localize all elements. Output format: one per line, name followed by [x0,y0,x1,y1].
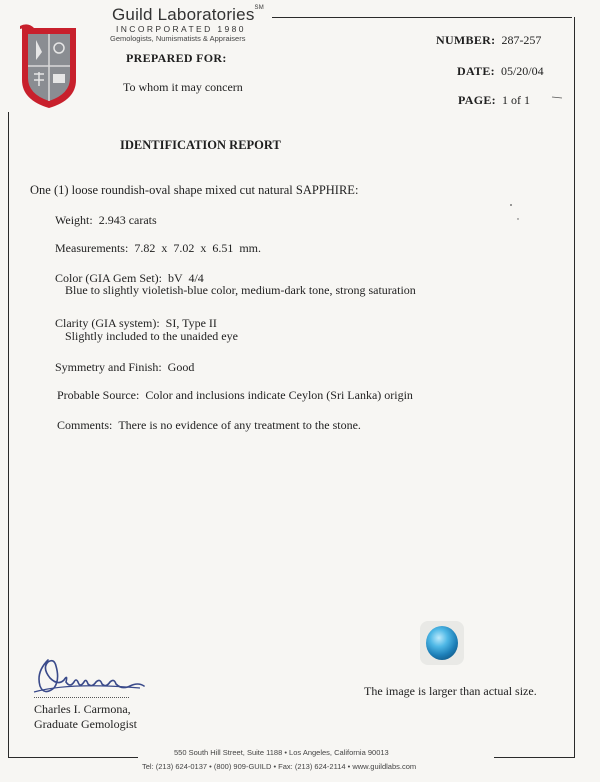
company-name: Guild Laboratories℠ [112,5,264,24]
signer-name: Charles I. Carmona, [34,702,131,716]
signature-icon [30,652,150,700]
signer-title: Graduate Gemologist [34,717,137,731]
weight-field: Weight: 2.943 carats [55,213,157,227]
incorporated-line: INCORPORATED 1980 [116,24,246,34]
prepared-for-label: PREPARED FOR: [126,51,227,65]
frame-line-bottom-left [8,757,138,758]
frame-line-right [574,17,575,757]
sapphire-photo-icon [420,621,464,665]
frame-line-top [272,17,572,18]
footer-address: 550 South Hill Street, Suite 1188 • Los Angeles, California 90013 [174,748,389,757]
guild-crest-logo-icon [18,22,80,110]
symmetry-finish-field: Symmetry and Finish: Good [55,360,195,374]
image-caption: The image is larger than actual size. [364,684,537,698]
frame-line-bottom-right [494,757,575,758]
prepared-for-value: To whom it may concern [123,80,243,94]
report-title: IDENTIFICATION REPORT [120,138,281,152]
footer-contact: Tel: (213) 624-0137 • (800) 909-GUILD • Fax: (213) 624-2114 • www.guildlabs.com [142,762,417,771]
comments-field: Comments: There is no evidence of any treatment to the stone. [57,418,361,432]
color-field: Color (GIA Gem Set): bV 4/4 [55,271,204,285]
color-description: Blue to slightly violetish-blue color, medium-dark tone, strong saturation [65,283,416,297]
company-tagline: Gemologists, Numismatists & Appraisers [110,34,246,43]
probable-source-field: Probable Source: Color and inclusions indicate Ceylon (Sri Lanka) origin [57,388,413,402]
signature-line [34,697,129,698]
clarity-field: Clarity (GIA system): SI, Type II [55,316,217,330]
clarity-description: Slightly included to the unaided eye [65,329,238,343]
stone-summary: One (1) loose roundish-oval shape mixed cut natural SAPPHIRE: [30,183,359,197]
measurements-field: Measurements: 7.82 x 7.02 x 6.51 mm. [55,241,261,255]
report-number: NUMBER: 287-257 [436,33,542,47]
report-date: DATE: 05/20/04 [457,64,544,78]
frame-line-left [8,112,9,758]
page-count: PAGE: 1 of 1 [458,93,530,107]
